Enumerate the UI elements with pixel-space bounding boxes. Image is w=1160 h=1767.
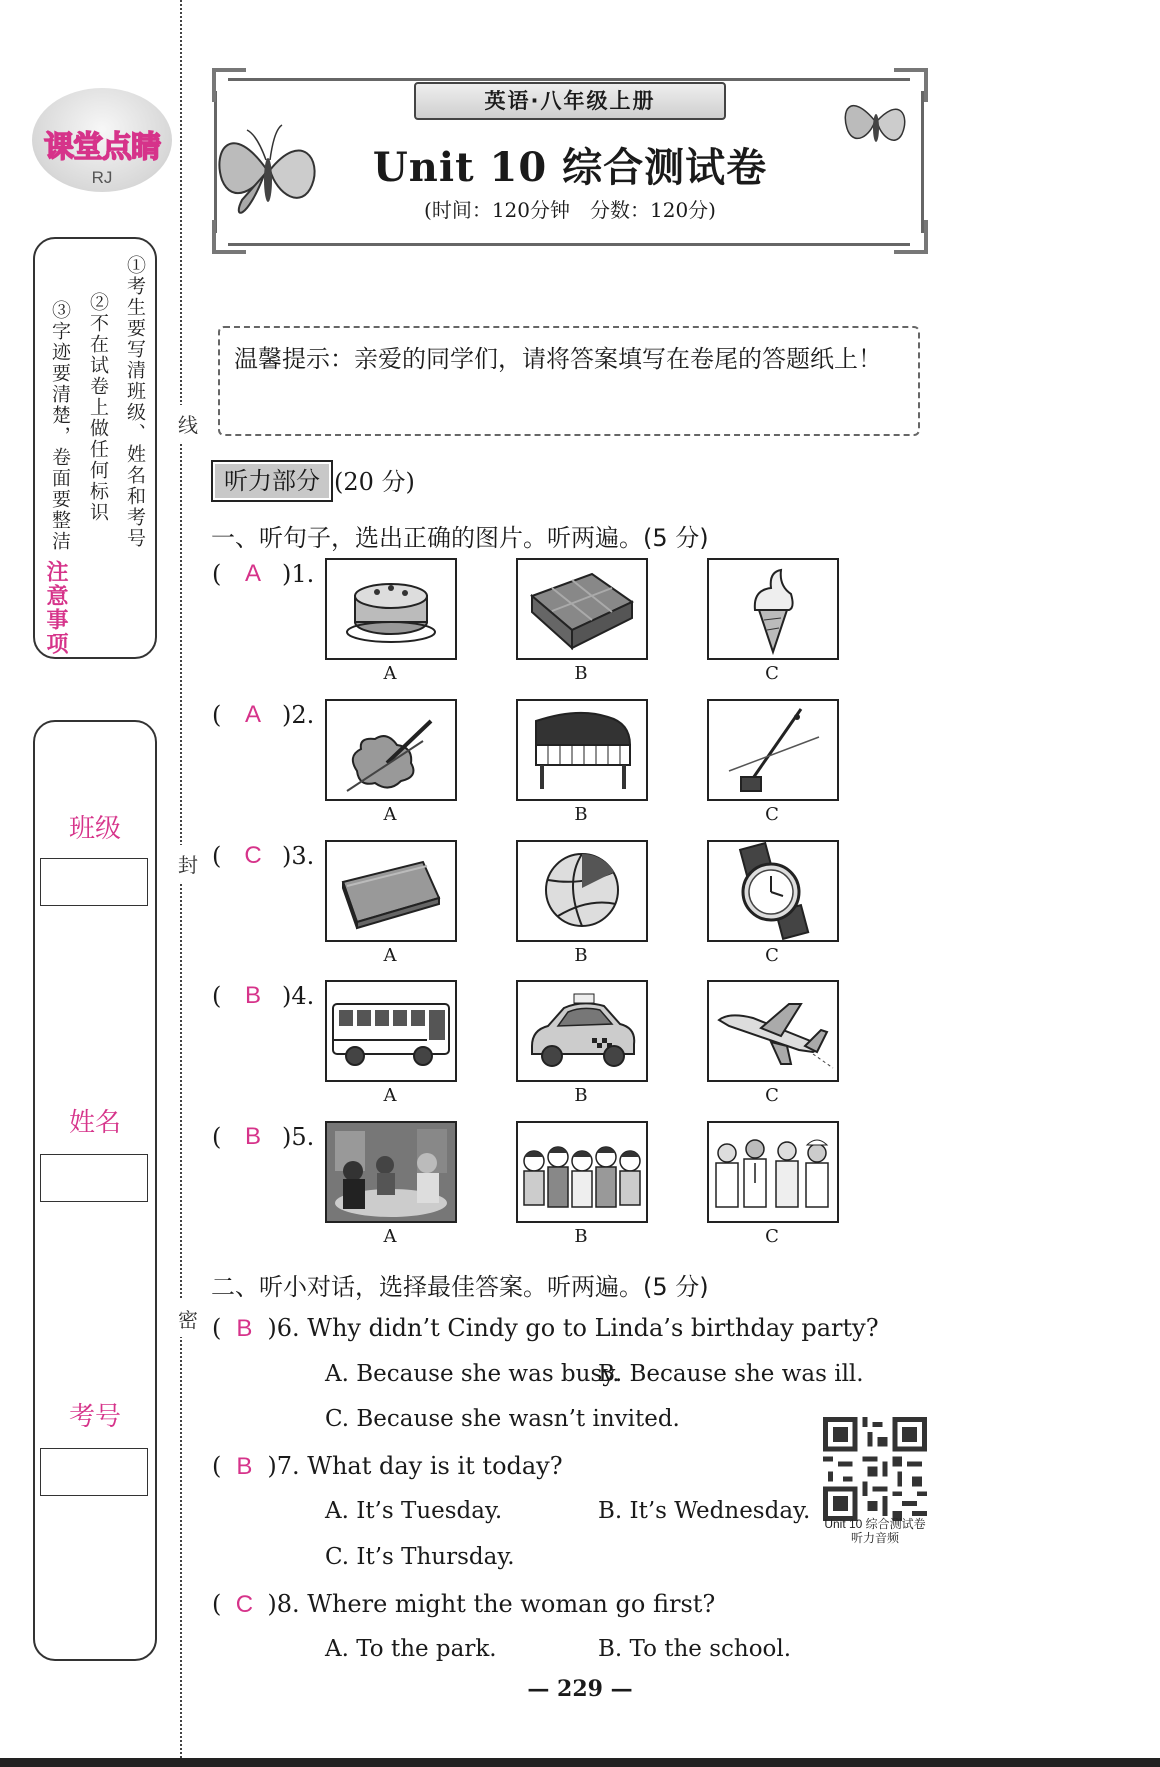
question-8: ( C )8. Where might the woman go first?: [212, 1590, 716, 1618]
cake-icon[interactable]: [325, 558, 457, 660]
question-8-text: Where might the woman go first?: [307, 1590, 716, 1618]
logo-edition: RJ: [91, 168, 113, 187]
chocolate-icon[interactable]: [516, 558, 648, 660]
doctors-icon[interactable]: [707, 1121, 839, 1223]
wallet-icon[interactable]: [325, 840, 457, 942]
question-number-2: )2.: [282, 701, 315, 729]
answer-5[interactable]: B: [244, 1123, 261, 1150]
logo-text: 课堂点睛: [44, 130, 160, 165]
name-label: 姓名: [68, 1108, 121, 1138]
option-label-a: A: [383, 1226, 397, 1247]
option-label-c: C: [765, 1085, 779, 1106]
q8-option-b: B. To the school.: [598, 1636, 792, 1662]
answer-6[interactable]: B: [236, 1315, 253, 1342]
answer-1[interactable]: A: [244, 560, 261, 587]
option-label-b: B: [574, 945, 588, 966]
q7-option-b: B. It’s Wednesday.: [598, 1498, 811, 1524]
q6-option-a: A. Because she was busy.: [325, 1361, 620, 1387]
qnum-7: )7.: [267, 1452, 300, 1480]
answer-paren: (: [212, 842, 222, 870]
notice-item-1: ①考生要写清班级、姓名和考号: [124, 255, 146, 549]
brand-logo: [32, 88, 172, 192]
option-label-a: A: [383, 1085, 397, 1106]
frame-corner-icon: [894, 220, 928, 254]
q6-option-b: B. Because she was ill.: [598, 1361, 864, 1387]
answer-8[interactable]: C: [235, 1591, 254, 1618]
answer-4[interactable]: B: [244, 982, 261, 1009]
page-number: — 229 —: [527, 1676, 633, 1702]
question-6-text: Why didn’t Cindy go to Linda’s birthday party?: [307, 1314, 879, 1342]
q6-option-c: C. Because she wasn’t invited.: [325, 1406, 680, 1432]
notice-title: 注意事项: [43, 560, 68, 656]
option-label-c: C: [765, 804, 779, 825]
option-label-c: C: [765, 1226, 779, 1247]
qr-caption-line1: Unit 10 综合测试卷: [824, 1517, 926, 1531]
option-label-b: B: [574, 1226, 588, 1247]
butterfly-icon: [840, 86, 910, 156]
name-field[interactable]: [40, 1154, 148, 1202]
answer-7[interactable]: B: [236, 1453, 253, 1480]
qr-code-icon[interactable]: [823, 1417, 927, 1521]
answer-paren: (: [212, 560, 222, 588]
class-field[interactable]: [40, 858, 148, 906]
cut-mark-feng: 封: [178, 845, 198, 882]
erhu-icon[interactable]: [707, 699, 839, 801]
option-label-b: B: [574, 663, 588, 684]
students-icon[interactable]: [516, 1121, 648, 1223]
question-number-1: )1.: [282, 560, 315, 588]
qnum-6: )6.: [267, 1314, 300, 1342]
qnum-8: )8.: [267, 1590, 300, 1618]
bottom-bar: [0, 1758, 1160, 1767]
qr-caption: [815, 1517, 935, 1545]
exam-number-field[interactable]: [40, 1448, 148, 1496]
notice-item-2: ②不在试卷上做任何标识: [87, 292, 109, 523]
question-number-5: )5.: [282, 1123, 315, 1151]
ice-cream-icon[interactable]: [707, 558, 839, 660]
part2-title: 二、听小对话，选择最佳答案。听两遍。(5 分): [211, 1273, 709, 1301]
taxi-icon[interactable]: [516, 980, 648, 1082]
q8-option-a: A. To the park.: [325, 1636, 497, 1662]
question-7: ( B )7. What day is it today?: [212, 1452, 563, 1480]
butterfly-icon: [212, 110, 322, 230]
option-label-b: B: [574, 804, 588, 825]
tip-text: 温馨提示：亲爱的同学们，请将答案填写在卷尾的答题纸上！: [234, 345, 882, 373]
answer-paren: (: [212, 982, 222, 1010]
answer-paren: (: [212, 701, 222, 729]
option-label-c: C: [765, 945, 779, 966]
q7-option-c: C. It’s Thursday.: [325, 1544, 515, 1570]
listening-score: (20 分): [334, 468, 415, 496]
plane-icon[interactable]: [707, 980, 839, 1082]
class-label: 班级: [68, 814, 121, 844]
cut-mark-mi: 密: [178, 1300, 198, 1337]
bus-icon[interactable]: [325, 980, 457, 1082]
cut-mark-xian: 线: [178, 405, 198, 442]
qr-caption-line2: 听力音频: [850, 1531, 899, 1545]
question-number-3: )3.: [282, 842, 315, 870]
piano-icon[interactable]: [516, 699, 648, 801]
watch-icon[interactable]: [707, 840, 839, 942]
answer-paren: (: [212, 1123, 222, 1151]
answer-3[interactable]: C: [244, 842, 262, 869]
time-score-info: (时间：120分钟 分数：120分): [424, 198, 716, 222]
part1-title: 一、听句子，选出正确的图片。听两遍。(5 分): [211, 524, 709, 552]
listening-section-tag: 听力部分: [211, 460, 333, 502]
q7-option-a: A. It’s Tuesday.: [325, 1498, 503, 1524]
notice-item-3: ③字迹要清楚，卷面要整洁: [49, 300, 71, 552]
question-number-4: )4.: [282, 982, 315, 1010]
subject-label: 英语·八年级上册: [414, 82, 726, 120]
question-7-text: What day is it today?: [307, 1452, 563, 1480]
option-label-a: A: [383, 663, 397, 684]
exam-number-label: 考号: [68, 1402, 121, 1432]
question-6: ( B )6. Why didn’t Cindy go to Linda’s birthday party?: [212, 1314, 879, 1342]
dinner-party-icon[interactable]: [325, 1121, 457, 1223]
answer-2[interactable]: A: [244, 701, 261, 728]
violin-icon[interactable]: [325, 699, 457, 801]
option-label-b: B: [574, 1085, 588, 1106]
option-label-a: A: [383, 945, 397, 966]
option-label-c: C: [765, 663, 779, 684]
option-label-a: A: [383, 804, 397, 825]
volleyball-icon[interactable]: [516, 840, 648, 942]
frame-corner-icon: [212, 68, 246, 102]
page-title: Unit 10 综合测试卷: [372, 144, 768, 191]
